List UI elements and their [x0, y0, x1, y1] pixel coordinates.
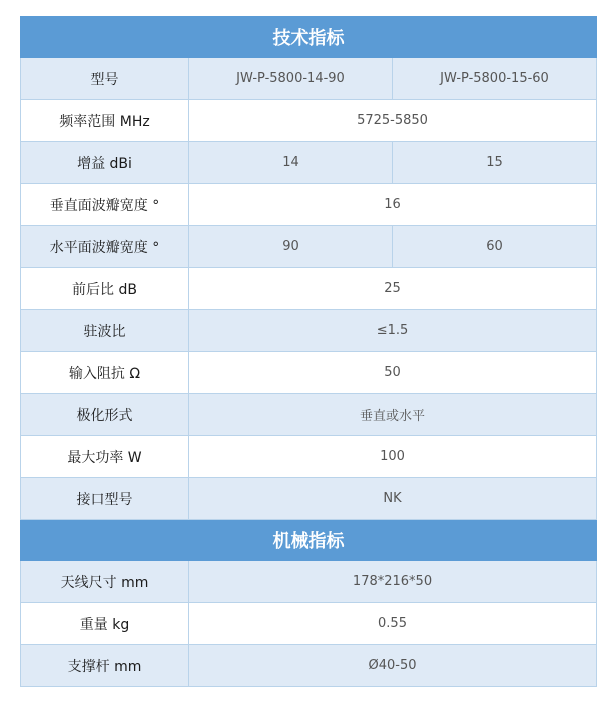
row-label: 重量 kg: [21, 603, 189, 645]
table-row: [21, 394, 597, 436]
table-row: [21, 310, 597, 352]
table-row: [21, 645, 597, 687]
row-value: NK: [189, 478, 597, 520]
row-value: ≤1.5: [189, 310, 597, 352]
row-value: 100: [189, 436, 597, 478]
table-row: [21, 561, 597, 603]
row-label: 增益 dBi: [21, 142, 189, 184]
row-value: JW-P-5800-15-60: [393, 58, 597, 100]
row-value: 0.55: [189, 603, 597, 645]
row-label: 型号: [21, 58, 189, 100]
table-row: [21, 100, 597, 142]
tech-section-header: [21, 17, 597, 58]
row-value: 16: [189, 184, 597, 226]
row-value: 15: [393, 142, 597, 184]
row-value: 垂直或水平: [189, 394, 597, 436]
row-label: 水平面波瓣宽度 °: [21, 226, 189, 268]
spec-table: [20, 16, 597, 687]
row-label: 垂直面波瓣宽度 °: [21, 184, 189, 226]
row-label: 频率范围 MHz: [21, 100, 189, 142]
table-row: [21, 58, 597, 100]
table-row: [21, 603, 597, 645]
row-label: 支撑杆 mm: [21, 645, 189, 687]
mech-section-header: [21, 520, 597, 561]
row-label: 极化形式: [21, 394, 189, 436]
row-label: 接口型号: [21, 478, 189, 520]
table-row: [21, 184, 597, 226]
row-value: 50: [189, 352, 597, 394]
row-value: 90: [189, 226, 393, 268]
row-label: 输入阻抗 Ω: [21, 352, 189, 394]
row-value: 178*216*50: [189, 561, 597, 603]
row-value: Ø40-50: [189, 645, 597, 687]
row-value: 25: [189, 268, 597, 310]
row-value: 14: [189, 142, 393, 184]
table-row: [21, 142, 597, 184]
row-label: 天线尺寸 mm: [21, 561, 189, 603]
row-value: 60: [393, 226, 597, 268]
table-row: [21, 478, 597, 520]
mech-section-title: 机械指标: [21, 520, 597, 561]
table-row: [21, 226, 597, 268]
table-row: [21, 268, 597, 310]
table-row: [21, 352, 597, 394]
row-label: 最大功率 W: [21, 436, 189, 478]
row-value: JW-P-5800-14-90: [189, 58, 393, 100]
row-value: 5725-5850: [189, 100, 597, 142]
row-label: 前后比 dB: [21, 268, 189, 310]
table-row: [21, 436, 597, 478]
row-label: 驻波比: [21, 310, 189, 352]
tech-section-title: 技术指标: [21, 17, 597, 58]
